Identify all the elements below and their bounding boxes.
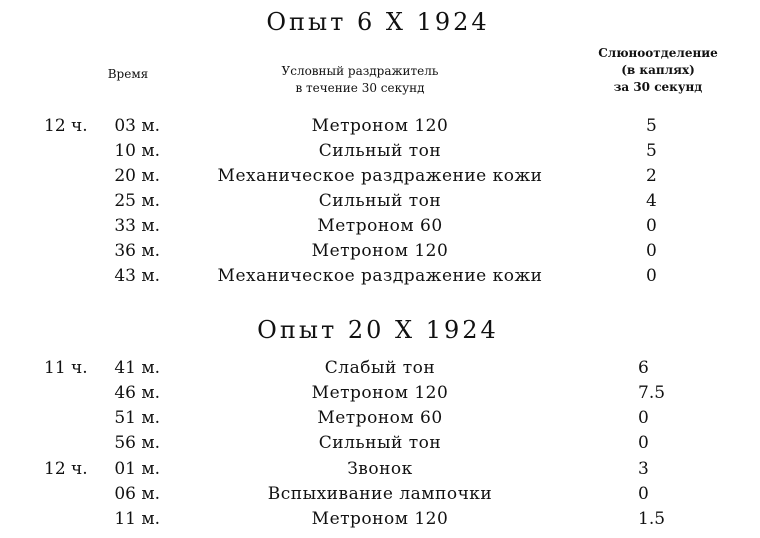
row-salivation-value: 0 [646, 216, 657, 236]
row-salivation-value: 7.5 [638, 383, 666, 403]
row-salivation-value: 1.5 [638, 509, 666, 529]
row-stimulus: Вспыхивание лампочки [267, 484, 493, 504]
row-minute: 20 м. [114, 166, 160, 186]
table-row [0, 381, 760, 406]
row-hour: 11 ч. [44, 358, 88, 378]
row-stimulus: Механическое раздражение кожи [217, 166, 543, 186]
row-stimulus: Сильный тон [318, 141, 442, 161]
table-row [0, 264, 760, 289]
table-row [0, 139, 760, 164]
column-header-salivation-line2: (в каплях) [621, 63, 695, 77]
row-salivation-value: 0 [638, 433, 649, 453]
table-row [0, 239, 760, 264]
row-stimulus: Слабый тон [324, 358, 436, 378]
table-row [0, 214, 760, 239]
row-salivation-value: 4 [646, 191, 657, 211]
row-hour: 12 ч. [44, 459, 88, 479]
column-header-salivation-line1: Слюноотделение [598, 46, 718, 60]
column-header-salivation [578, 45, 738, 96]
row-salivation-value: 0 [646, 241, 657, 261]
row-minute: 41 м. [114, 358, 160, 378]
row-minute: 01 м. [114, 459, 160, 479]
row-salivation-value: 0 [646, 266, 657, 286]
row-stimulus: Механическое раздражение кожи [217, 266, 543, 286]
row-stimulus: Сильный тон [318, 433, 442, 453]
table-row [0, 406, 760, 431]
table-row [0, 457, 760, 482]
row-minute: 33 м. [114, 216, 160, 236]
table-row [0, 482, 760, 507]
column-header-stimulus [230, 63, 490, 97]
row-minute: 03 м. [114, 116, 160, 136]
row-stimulus: Метроном 60 [317, 408, 443, 428]
table-row [0, 507, 760, 532]
row-salivation-value: 2 [646, 166, 657, 186]
row-salivation-value: 5 [646, 141, 657, 161]
row-minute: 25 м. [114, 191, 160, 211]
table-row [0, 356, 760, 381]
row-salivation-value: 3 [638, 459, 649, 479]
row-stimulus: Метроном 120 [311, 241, 449, 261]
table-row [0, 114, 760, 139]
row-minute: 10 м. [114, 141, 160, 161]
row-minute: 56 м. [114, 433, 160, 453]
table-row [0, 164, 760, 189]
experiment-1-title: Опыт 6 X 1924 [266, 8, 490, 36]
row-minute: 06 м. [114, 484, 160, 504]
row-minute: 11 м. [114, 509, 160, 529]
row-stimulus: Метроном 60 [317, 216, 443, 236]
row-salivation-value: 0 [638, 408, 649, 428]
table-row [0, 431, 760, 456]
column-header-salivation-line3: за 30 секунд [613, 80, 703, 94]
experiment-2-title: Опыт 20 X 1924 [257, 316, 499, 344]
row-minute: 43 м. [114, 266, 160, 286]
row-salivation-value: 0 [638, 484, 649, 504]
row-stimulus: Метроном 120 [311, 383, 449, 403]
row-salivation-value: 5 [646, 116, 657, 136]
row-stimulus: Метроном 120 [311, 116, 449, 136]
row-hour: 12 ч. [44, 116, 88, 136]
row-stimulus: Сильный тон [318, 191, 442, 211]
column-header-stimulus-line2: в течение 30 секунд [295, 81, 425, 95]
column-header-time: Время [107, 67, 149, 81]
row-stimulus: Метроном 120 [311, 509, 449, 529]
row-stimulus: Звонок [347, 459, 413, 479]
column-header-stimulus-line1: Условный раздражитель [281, 64, 439, 78]
row-salivation-value: 6 [638, 358, 649, 378]
row-minute: 46 м. [114, 383, 160, 403]
row-minute: 51 м. [114, 408, 160, 428]
table-row [0, 189, 760, 214]
row-minute: 36 м. [114, 241, 160, 261]
